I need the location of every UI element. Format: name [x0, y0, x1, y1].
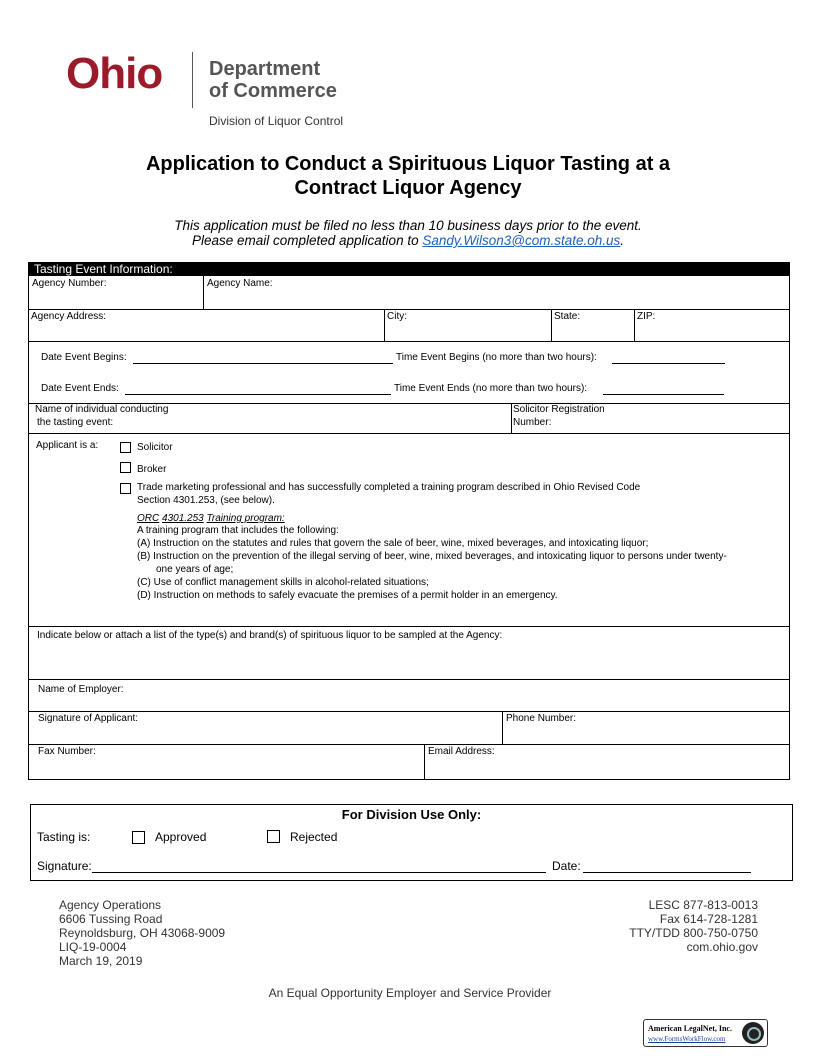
intro-suffix: . — [620, 233, 625, 248]
orc-heading-b: 4301.253 — [162, 513, 204, 524]
solicitor-reg-label-1: Solicitor Registration — [513, 404, 605, 415]
department-name — [209, 58, 337, 102]
footer-line: com.ohio.gov — [686, 940, 758, 954]
footer-line: TTY/TDD 800-750-0750 — [629, 926, 758, 940]
individual-label-1: Name of individual conducting — [35, 404, 169, 415]
badge-globe-icon — [742, 1022, 764, 1044]
time-begins-line[interactable] — [612, 363, 725, 364]
row-divider — [29, 679, 789, 680]
intro-line2 — [0, 233, 816, 249]
intro-line1: This application must be filed no less than 10 business days prior to the event. — [174, 218, 642, 233]
trade-marketing-checkbox[interactable] — [120, 483, 131, 494]
row-divider — [29, 309, 789, 310]
division-use-title: For Division Use Only: — [341, 807, 482, 822]
legalnet-badge[interactable] — [643, 1019, 768, 1047]
dept-line2: of Commerce — [209, 80, 337, 102]
approved-checkbox[interactable] — [132, 831, 145, 844]
phone-label: Phone Number: — [506, 713, 577, 724]
city-label: City: — [387, 311, 407, 322]
solicitor-checkbox[interactable] — [120, 442, 131, 453]
tasting-is-label: Tasting is: — [37, 830, 91, 844]
state-label: State: — [554, 311, 581, 322]
orc-item: (A) Instruction on the statutes and rules that govern the sale of beer, wine, mixed beverages, and intoxicating liquor; — [137, 538, 649, 549]
email-label: Email Address: — [428, 746, 495, 757]
date-ends-label: Date Event Ends: — [41, 383, 119, 394]
agency-name-label: Agency Name: — [207, 278, 273, 289]
divider — [424, 744, 425, 780]
page-title-line1: Application to Conduct a Spirituous Liquor Tasting at a — [145, 153, 671, 175]
tasting-event-form — [28, 262, 790, 780]
orc-intro: A training program that includes the following: — [137, 525, 339, 536]
badge-url: www.FormsWorkFlow.com — [648, 1035, 726, 1043]
division-signature-line[interactable] — [92, 872, 546, 873]
time-begins-label: Time Event Begins (no more than two hours): — [396, 352, 597, 363]
footer-line: LESC 877-813-0013 — [648, 898, 758, 912]
date-ends-line[interactable] — [125, 394, 391, 395]
footer-line: Agency Operations — [59, 898, 162, 912]
email-link[interactable]: Sandy.Wilson3@com.state.oh.us — [422, 233, 621, 248]
trade-option-label-2: Section 4301.253, (see below). — [137, 495, 275, 506]
divider — [551, 309, 552, 341]
division-name: Division of Liquor Control — [209, 114, 344, 128]
orc-item-cont: one years of age; — [156, 564, 234, 575]
badge-company: American LegalNet, Inc. — [648, 1024, 732, 1033]
divider — [634, 309, 635, 341]
signature-label: Signature of Applicant: — [38, 713, 139, 724]
broker-option-label: Broker — [137, 464, 167, 475]
division-use-box — [30, 804, 793, 881]
orc-heading-a: ORC — [137, 513, 160, 524]
division-date-line[interactable] — [583, 872, 751, 873]
approved-label: Approved — [155, 830, 207, 844]
row-divider — [29, 626, 789, 627]
date-begins-line[interactable] — [133, 363, 393, 364]
section-title-bar: Tasting Event Information: — [29, 263, 789, 276]
page-title-line2: Contract Liquor Agency — [294, 177, 522, 199]
logo-divider — [192, 52, 193, 108]
footer-line: March 19, 2019 — [59, 954, 143, 968]
agency-number-label: Agency Number: — [32, 278, 107, 289]
footer-line: LIQ-19-0004 — [59, 940, 127, 954]
orc-heading-c: Training program: — [206, 513, 285, 524]
row-divider — [29, 711, 789, 712]
orc-heading — [137, 513, 285, 525]
footer-right — [560, 898, 758, 954]
rejected-label: Rejected — [290, 830, 338, 844]
ohio-logo: Ohio — [66, 49, 163, 98]
orc-item: (C) Use of conflict management skills in alcohol-related situations; — [137, 577, 429, 588]
intro-prefix: Please email completed application to — [191, 233, 423, 248]
rejected-checkbox[interactable] — [267, 830, 280, 843]
divider — [384, 309, 385, 341]
individual-label-2: the tasting event: — [37, 417, 114, 428]
agency-address-label: Agency Address: — [31, 311, 107, 322]
footer-line: 6606 Tussing Road — [59, 912, 163, 926]
brands-label: Indicate below or attach a list of the type(s) and brand(s) of spirituous liquor to be sampled at the Agency: — [37, 630, 503, 641]
division-date-label: Date: — [552, 859, 581, 873]
footer-line: Reynoldsburg, OH 43068-9009 — [59, 926, 226, 940]
division-signature-label: Signature: — [37, 859, 92, 873]
date-begins-label: Date Event Begins: — [41, 352, 127, 363]
orc-item: (B) Instruction on the prevention of the illegal serving of beer, wine, mixed beverages, and intoxicating liquor to persons under twenty- — [137, 551, 727, 562]
applicant-is-label: Applicant is a: — [36, 440, 99, 451]
dept-line1: Department — [209, 58, 321, 80]
divider — [511, 403, 512, 433]
footer-left — [59, 898, 225, 968]
divider — [203, 276, 204, 310]
solicitor-option-label: Solicitor — [137, 442, 173, 453]
zip-label: ZIP: — [637, 311, 656, 322]
solicitor-reg-label-2: Number: — [513, 417, 552, 428]
row-divider — [29, 341, 789, 342]
time-ends-label: Time Event Ends (no more than two hours): — [394, 383, 588, 394]
row-divider — [29, 433, 789, 434]
equal-opportunity-text: An Equal Opportunity Employer and Service Provider — [268, 986, 552, 1000]
trade-option-label-1: Trade marketing professional and has successfully completed a training program described in Ohio Revised Code — [137, 482, 641, 493]
orc-item: (D) Instruction on methods to safely evacuate the premises of a permit holder in an emergency. — [137, 590, 558, 601]
row-divider — [29, 744, 789, 745]
employer-label: Name of Employer: — [38, 684, 124, 695]
divider — [502, 711, 503, 744]
fax-label: Fax Number: — [38, 746, 96, 757]
footer-line: Fax 614-728-1281 — [659, 912, 758, 926]
time-ends-line[interactable] — [603, 394, 724, 395]
broker-checkbox[interactable] — [120, 462, 131, 473]
